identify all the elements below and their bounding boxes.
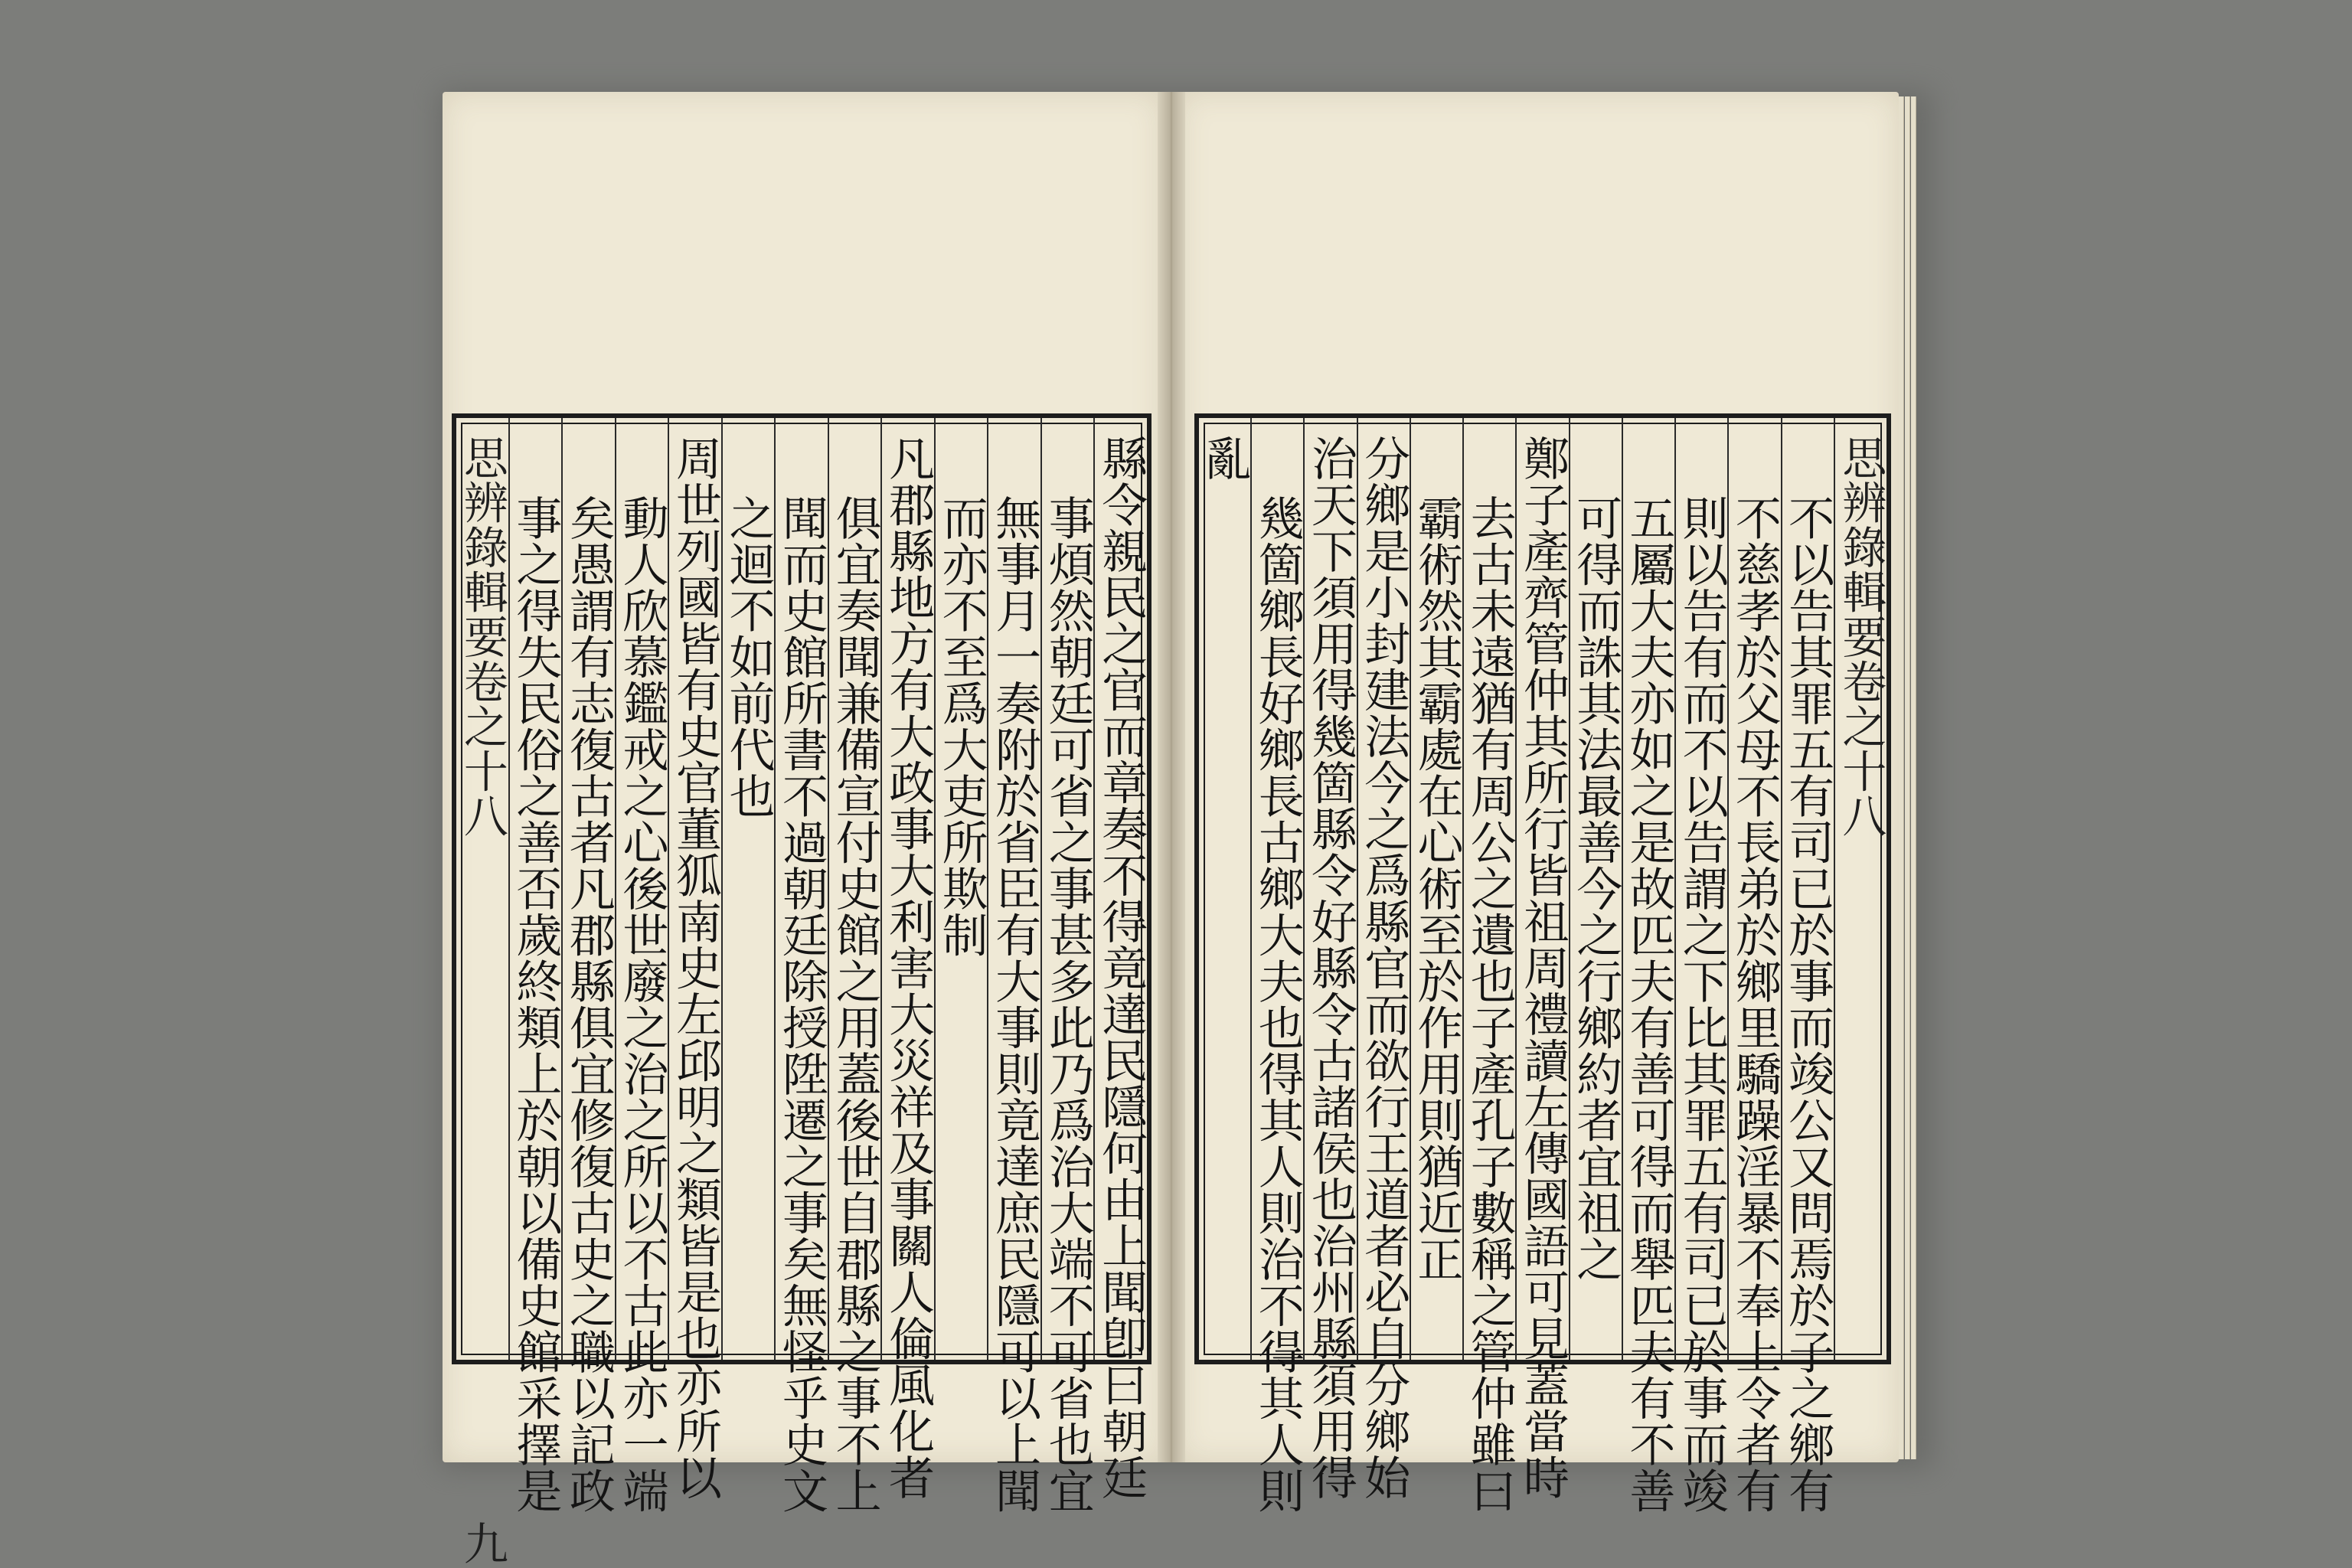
right-text-column-text: 治天下須用得幾箇縣令好縣令古諸侯也治州縣須用得 (1304, 435, 1358, 1501)
right-text-column-text: 可得而誅其法最善今之行鄉約者宜祖之 (1569, 495, 1623, 1282)
right-text-column-text: 五屬大夫亦如之是故匹夫有善可得而舉匹夫有不善 (1622, 495, 1676, 1514)
left-text-frame (452, 413, 1152, 1565)
left-text-column-text: 周世列國皆有史官董狐南史左邱明之類皆是也亦所以 (668, 435, 722, 1501)
right-text-column (1357, 418, 1411, 1501)
left-text-column (1093, 418, 1148, 1501)
right-text-column-text: 去古未遠猶有周公之遺也子產孔子數稱之管仲雖曰 (1462, 495, 1517, 1514)
left-text-column (508, 418, 563, 1514)
left-text-column (987, 418, 1042, 1514)
right-text-column (1781, 418, 1835, 1514)
right-title-column (1834, 418, 1886, 1360)
left-text-column-text: 事之得失民俗之善否歲終類上於朝以備史館采擇是 (508, 495, 563, 1514)
page-edge (1905, 96, 1910, 1459)
right-text-column-text: 不慈孝於父母不長弟於鄉里驕躁淫暴不奉上令者有 (1727, 495, 1782, 1514)
left-text-column-text: 無事月一奏附於省臣有大事則竟達庶民隱可以上聞 (988, 495, 1042, 1514)
right-text-column-text: 不以告其罪五有司已於事而竣公又問焉於子之鄉有 (1781, 495, 1835, 1514)
left-text-column-text: 事煩然朝廷可省之事甚多此乃爲治大端不可省也宜 (1040, 495, 1095, 1514)
folio-number: 九 (456, 1521, 508, 1565)
left-text-column-text: 而亦不至爲大吏所欺制 (934, 495, 988, 958)
right-text-frame (1194, 413, 1891, 1514)
left-text-column (668, 418, 722, 1501)
page-edge (1911, 96, 1916, 1459)
right-text-column (1515, 418, 1570, 1501)
left-text-column-text: 之迴不如前代也 (721, 495, 776, 819)
left-text-column (880, 418, 936, 1501)
left-text-column-text: 動人欣慕鑑戒之心後世廢之治之所以不古此亦一端 (615, 495, 669, 1514)
right-text-column (1410, 418, 1462, 1360)
right-text-column (1199, 418, 1250, 1360)
left-text-column-text: 凡郡縣地方有大政事大利害大災祥及事關人倫風化者 (881, 435, 936, 1501)
right-text-column (1674, 418, 1729, 1514)
right-text-column-text: 亂 (1197, 435, 1252, 482)
left-text-column (934, 418, 988, 1360)
right-text-column-text: 分鄉是小封建法今之爲縣官而欲行王道者必自分鄉始 (1357, 435, 1411, 1501)
page-edge (1899, 96, 1904, 1459)
left-text-column (615, 418, 669, 1514)
right-text-column-text: 鄭子產齊管仲其所行皆祖周禮讀左傳國語可見蓋當時 (1515, 435, 1570, 1501)
left-columns (456, 418, 1148, 1565)
right-text-column (1569, 418, 1622, 1360)
right-text-column (1462, 418, 1517, 1514)
left-text-column (721, 418, 775, 1360)
right-title-column-text: 思辨錄輯要卷之十八 (1834, 435, 1887, 838)
right-text-column-text: 幾箇鄉長好鄉長古鄉大夫也得其人則治不得其人則 (1250, 495, 1305, 1514)
left-title-column (456, 418, 508, 1565)
left-text-column-text: 縣令親民之官而章奏不得竟達民隱何由上聞卽曰朝廷 (1094, 435, 1148, 1501)
book-gutter (1158, 92, 1185, 1462)
right-text-column (1622, 418, 1676, 1514)
left-text-column-text: 矣愚謂有志復古者凡郡縣俱宜修復古史之職以記政 (561, 495, 616, 1514)
right-text-column (1250, 418, 1305, 1514)
right-text-column (1303, 418, 1358, 1501)
left-text-column (561, 418, 616, 1514)
left-text-column (1040, 418, 1095, 1514)
right-text-column (1727, 418, 1782, 1514)
left-text-column-text: 聞而史館所書不過朝廷除授陞遷之事矣無怪乎史文 (775, 495, 829, 1514)
left-text-column-text: 俱宜奏聞兼備宣付史館之用蓋後世自郡縣之事不上 (828, 495, 882, 1514)
right-columns (1197, 418, 1887, 1514)
right-text-column-text: 則以告有而不以告謂之下比其罪五有司已於事而竣 (1674, 495, 1729, 1514)
left-text-column (828, 418, 882, 1514)
left-text-column (774, 418, 829, 1514)
right-text-column-text: 霸術然其霸處在心術至於作用則猶近正 (1410, 495, 1464, 1282)
left-title-column-text: 思辨錄輯要卷之十八 (456, 435, 508, 838)
